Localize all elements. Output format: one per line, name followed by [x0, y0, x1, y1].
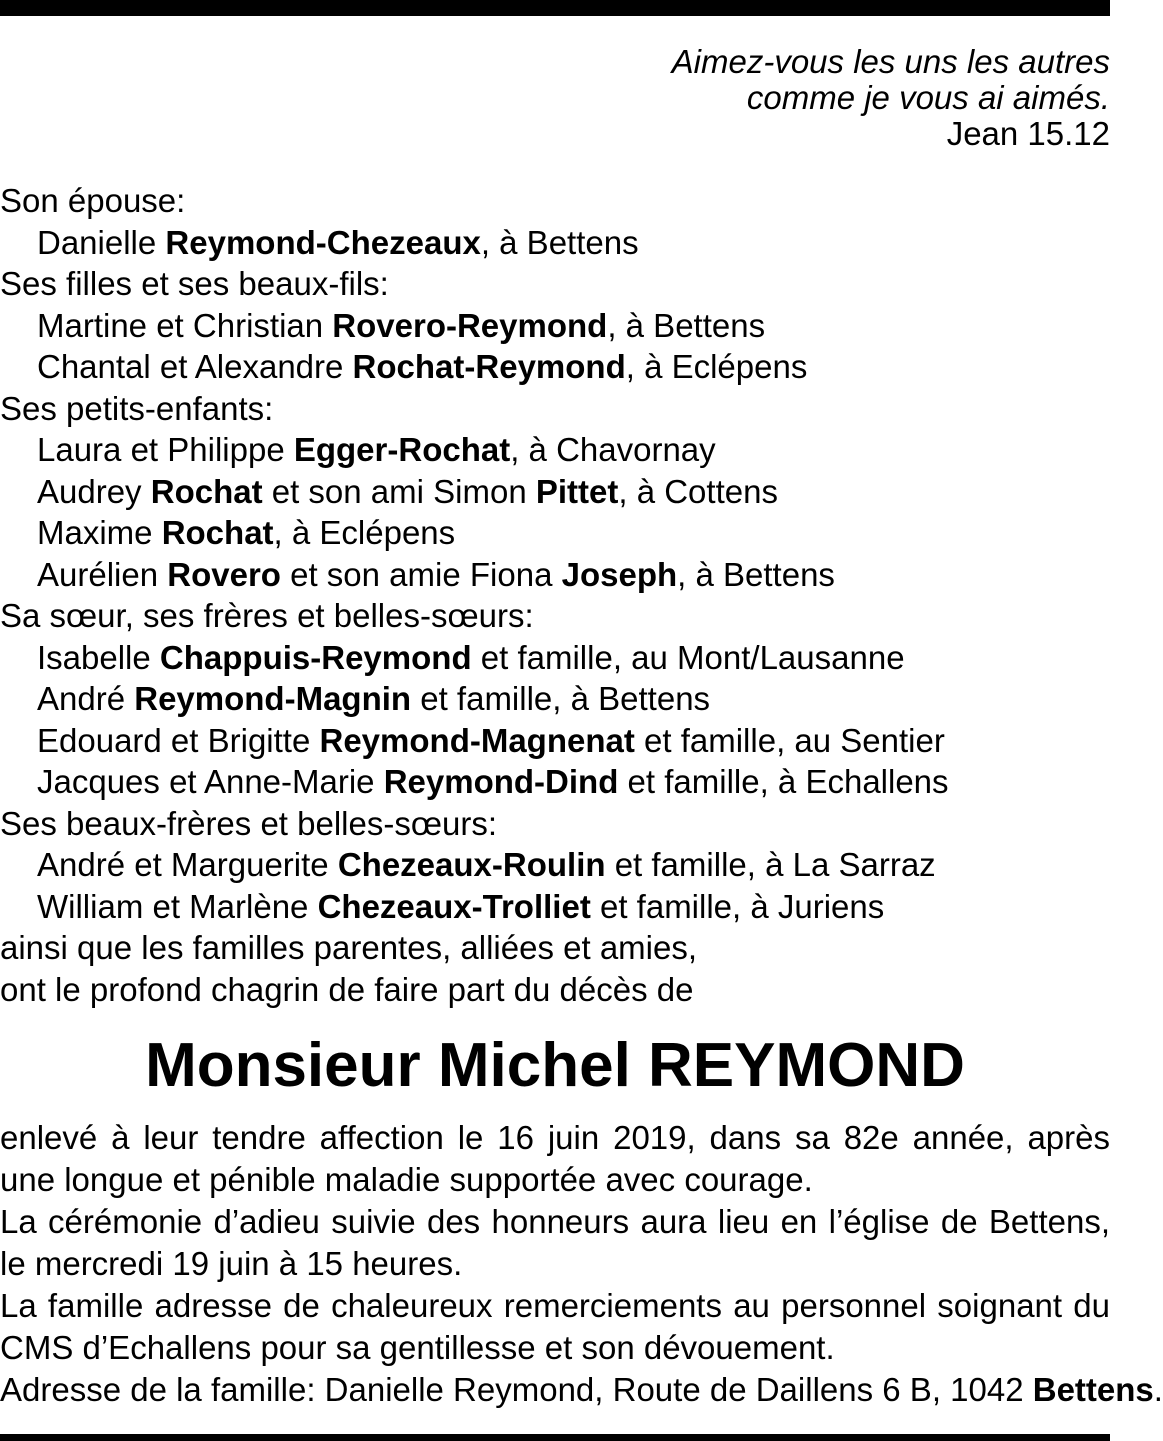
sibling-entry: Isabelle Chappuis-Reymond et famille, au Mont/Lausanne	[37, 638, 905, 676]
inlaw-entry: William et Marlène Chezeaux-Trolliet et famille, à Juriens	[37, 887, 885, 925]
bible-verse	[672, 44, 1110, 152]
verse-line-2: comme je vous ai aimés.	[746, 79, 1110, 116]
daughter-entry: Chantal et Alexandre Rochat-Reymond, à Eclépens	[37, 348, 808, 385]
grandchild-entry: Aurélien Rovero et son amie Fiona Joseph, à Bettens	[37, 555, 835, 593]
grandchild-entry: Audrey Rochat et son ami Simon Pittet, à Cottens	[37, 472, 778, 510]
closing-line: le mercredi 19 juin à 15 heures.	[0, 1245, 463, 1282]
sibling-entry: Edouard et Brigitte Reymond-Magnenat et famille, au Sentier	[37, 721, 945, 759]
grandchild-entry: Laura et Philippe Egger-Rochat, à Chavornay	[37, 431, 716, 468]
closing-line: CMS d’Echallens pour sa gentillesse et son dévouement.	[0, 1329, 835, 1366]
closing-text	[0, 1117, 1163, 1411]
daughters-heading: Ses filles et ses beaux-fils:	[0, 265, 389, 302]
inlaws-heading: Ses beaux-frères et belles-sœurs:	[0, 804, 498, 842]
grandchildren-heading: Ses petits-enfants:	[0, 389, 274, 427]
sibling-entry: Jacques et Anne-Marie Reymond-Dind et famille, à Echallens	[37, 763, 949, 800]
closing-line: enlevé à leur tendre affection le 16 juin 2019, dans sa 82e année, après	[0, 1119, 1110, 1156]
siblings-heading: Sa sœur, ses frères et belles-sœurs:	[0, 597, 534, 634]
verse-line-1: Aimez-vous les uns les autres	[671, 43, 1110, 80]
daughter-entry: Martine et Christian Rovero-Reymond, à Bettens	[37, 306, 766, 344]
closing-line: La famille adresse de chaleureux remerciements au personnel soignant du	[0, 1287, 1110, 1324]
top-rule	[0, 0, 1110, 16]
verse-reference: Jean 15.12	[946, 115, 1110, 152]
sibling-entry: André Reymond-Magnin et famille, à Bettens	[37, 680, 711, 717]
deceased-name: Monsieur Michel REYMOND	[145, 1031, 965, 1100]
grandchild-entry: Maxime Rochat, à Eclépens	[37, 514, 456, 551]
inlaw-entry: André et Marguerite Chezeaux-Roulin et famille, à La Sarraz	[37, 846, 936, 883]
family-address: Adresse de la famille: Danielle Reymond, Route de Daillens 6 B, 1042 Bettens.	[0, 1371, 1163, 1408]
spouse-entry: Danielle Reymond-Chezeaux, à Bettens	[37, 223, 639, 261]
bottom-rule	[0, 1434, 1110, 1441]
announcement-line: ont le profond chagrin de faire part du décès de	[0, 970, 694, 1008]
closing-line: La cérémonie d’adieu suivie des honneurs aura lieu en l’église de Bettens,	[0, 1203, 1110, 1240]
relatives-line: ainsi que les familles parentes, alliées et amies,	[0, 929, 698, 966]
spouse-heading: Son épouse:	[0, 182, 186, 219]
family-list	[0, 180, 1110, 1010]
closing-line: une longue et pénible maladie supportée avec courage.	[0, 1161, 813, 1198]
